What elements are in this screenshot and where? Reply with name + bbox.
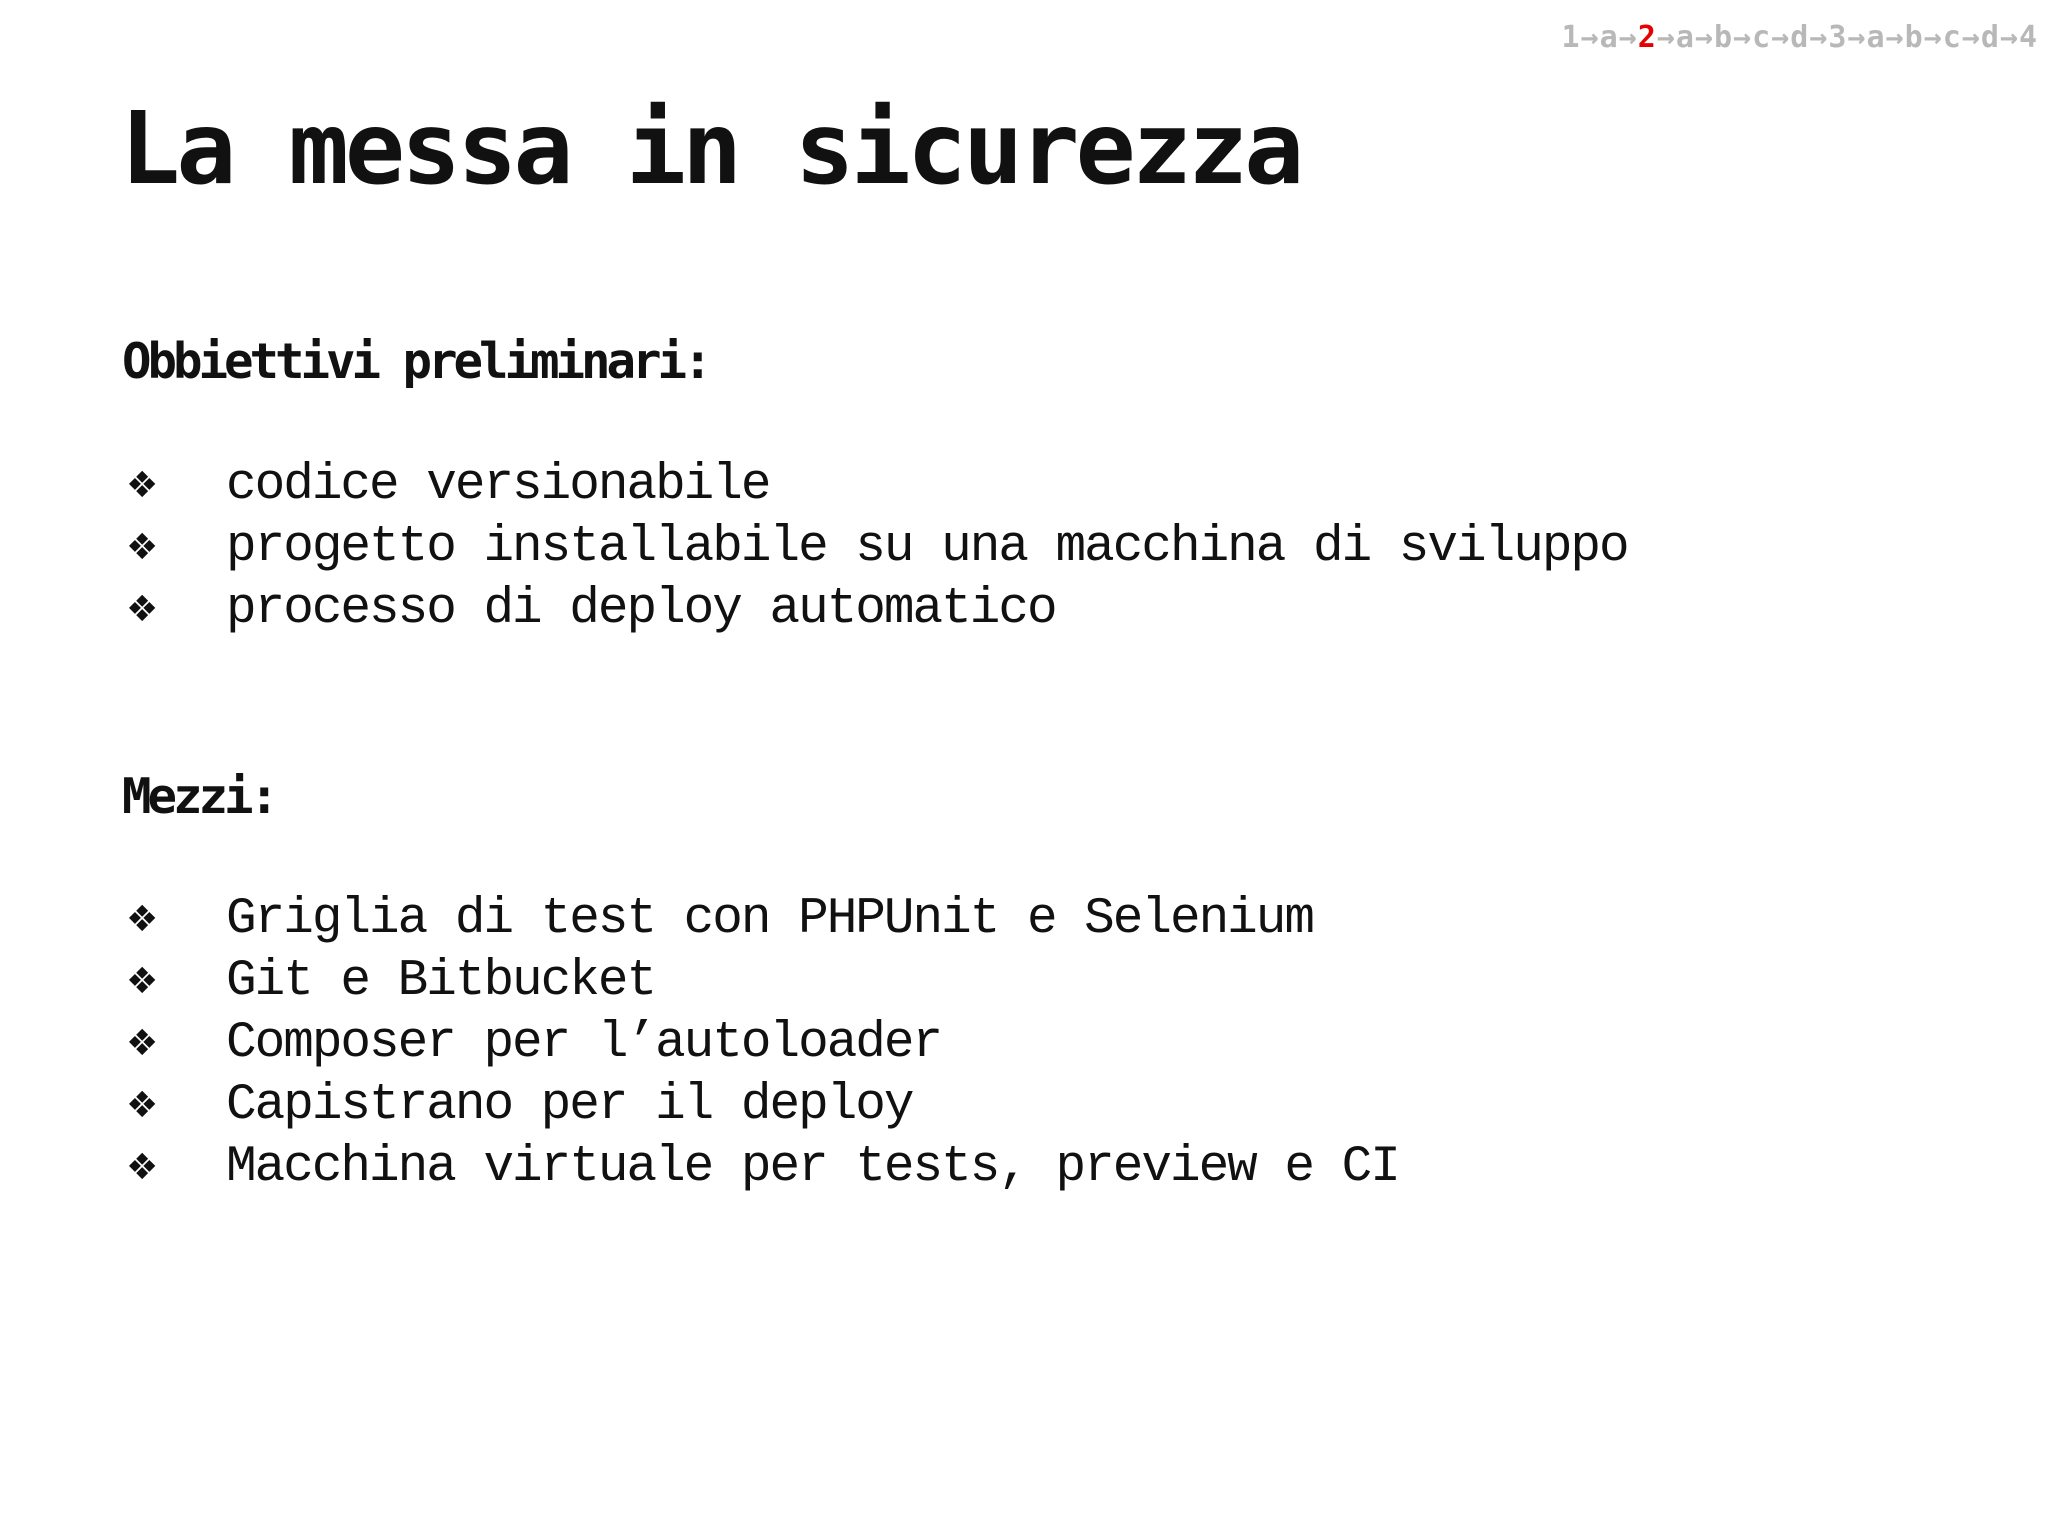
breadcrumb-step: b (1904, 20, 1924, 55)
breadcrumb-step: d (1790, 20, 1810, 55)
breadcrumb-step: 4 (2018, 20, 2038, 55)
objectives-heading: Obbiettivi preliminari: (122, 333, 709, 390)
list-item (126, 1013, 1399, 1075)
breadcrumb-step: a (1675, 20, 1695, 55)
diamond-bullet-icon: ❖ (126, 465, 159, 506)
means-list (126, 889, 1399, 1199)
list-item-text: Capistrano per il deploy (226, 1077, 913, 1134)
diamond-bullet-icon: ❖ (126, 899, 159, 940)
list-item-text: Griglia di test con PHPUnit e Selenium (226, 891, 1313, 948)
arrow-right-icon: → (1618, 20, 1638, 55)
list-item-text: Composer per l’autoloader (226, 1015, 942, 1072)
arrow-right-icon: → (1580, 20, 1600, 55)
arrow-right-icon: → (1961, 20, 1981, 55)
arrow-right-icon: → (1923, 20, 1943, 55)
arrow-right-icon: → (1694, 20, 1714, 55)
breadcrumb (1561, 20, 2038, 55)
diamond-bullet-icon: ❖ (126, 1147, 159, 1188)
breadcrumb-step-current: 2 (1637, 20, 1657, 55)
arrow-right-icon: → (1733, 20, 1753, 55)
list-item (126, 517, 1628, 579)
objectives-list (126, 455, 1628, 641)
breadcrumb-step: a (1599, 20, 1619, 55)
list-item-text: codice versionabile (226, 457, 770, 514)
list-item-text: Git e Bitbucket (226, 953, 656, 1010)
diamond-bullet-icon: ❖ (126, 1085, 159, 1126)
arrow-right-icon: → (1885, 20, 1905, 55)
arrow-right-icon: → (1999, 20, 2019, 55)
arrow-right-icon: → (1771, 20, 1791, 55)
list-item (126, 889, 1399, 951)
breadcrumb-step: c (1752, 20, 1772, 55)
list-item (126, 579, 1628, 641)
arrow-right-icon: → (1847, 20, 1867, 55)
breadcrumb-step: 3 (1828, 20, 1848, 55)
arrow-right-icon: → (1809, 20, 1829, 55)
list-item (126, 455, 1628, 517)
diamond-bullet-icon: ❖ (126, 961, 159, 1002)
list-item (126, 1137, 1399, 1199)
breadcrumb-step: b (1713, 20, 1733, 55)
breadcrumb-step: 1 (1561, 20, 1581, 55)
list-item (126, 951, 1399, 1013)
breadcrumb-step: a (1866, 20, 1886, 55)
breadcrumb-step: c (1942, 20, 1962, 55)
arrow-right-icon: → (1656, 20, 1676, 55)
list-item-text: progetto installabile su una macchina di sviluppo (226, 519, 1628, 576)
list-item-text: Macchina virtuale per tests, preview e CI (226, 1139, 1399, 1196)
slide-title: La messa in sicurezza (120, 90, 1301, 207)
diamond-bullet-icon: ❖ (126, 527, 159, 568)
diamond-bullet-icon: ❖ (126, 1023, 159, 1064)
diamond-bullet-icon: ❖ (126, 589, 159, 630)
list-item (126, 1075, 1399, 1137)
list-item-text: processo di deploy automatico (226, 581, 1056, 638)
means-heading: Mezzi: (122, 768, 276, 825)
breadcrumb-step: d (1980, 20, 2000, 55)
